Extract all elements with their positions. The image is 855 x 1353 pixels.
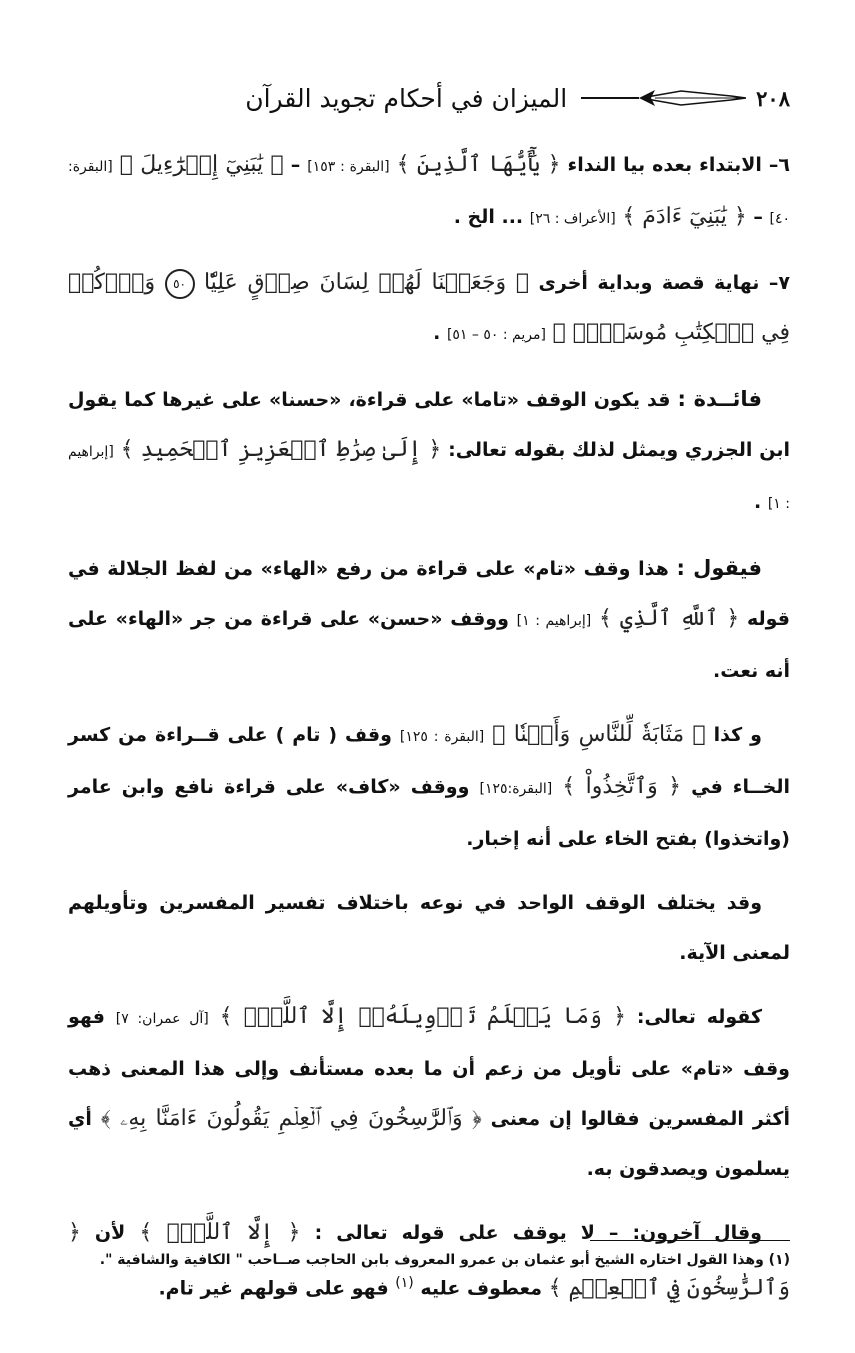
ayah-number-marker: ٥٠ [165,269,195,299]
footnote: (١) وهذا القول اختاره الشيخ أبو عثمان بن عمرو المعروف بابن الحاجب صــاحب " الكافية والشافية ". [99,1252,790,1268]
page-body [68,140,790,1327]
arrow-ornament-icon [581,87,746,109]
footnote-divider [590,1240,790,1241]
quran-verse: ﴿ يَٰبَنِيٓ ءَادَمَ ﴾ [622,204,747,229]
paragraph-difference [68,878,790,978]
quran-verse: ﴿ إِلَىٰ صِرَٰطِ ٱلۡعَزِيزِ ٱلۡحَمِيدِ ﴾ [120,437,442,462]
page-number: ٢٠٨ [756,85,790,111]
others-text-2: لأن [94,1222,126,1244]
others-text: وقال آخرون: – لا يوقف على قوله تعالى : [314,1222,762,1244]
verse-reference: [الأعراف : ٢٦] [529,211,616,227]
quran-verse: ﴿ وَمَا يَعۡلَمُ تَأۡوِيلَهُۥٓ إِلَّا ٱللَّهُۗ ﴾ [219,1004,627,1029]
quran-verse: ﴿ يَٰبَنِيٓ إِسۡرَٰٓءِيلَ ﴾ [119,152,284,177]
quran-verse: ﴿ إِلَّا ٱللَّهُۗ ﴾ [139,1220,301,1245]
quran-verse: ﴿ وَجَعَلۡنَا لَهُمۡ لِسَانَ صِدۡقٍ عَلِيّٗا [203,270,530,295]
others-text-3: معطوف عليه [420,1277,542,1300]
separator: – [753,206,763,228]
he-says-label: فيقول : [676,556,762,580]
difference-text: وقد يختلف الوقف الواحد في نوعه باختلاف تفسير المفسرين وتأويلهم لمعنى الآية. [68,892,790,964]
paragraph-tail: ... الخ . [453,206,524,228]
paragraph-tail: . [753,491,762,513]
running-title: الميزان في أحكام تجويد القرآن [245,83,568,113]
quran-verse: ﴿ يَٰٓأَيُّهَا ٱلَّذِينَ ﴾ [396,152,561,177]
verse-reference: [البقرة : ١٢٥] [399,729,485,745]
paragraph-benefit [68,374,790,529]
verse-reference: [إبراهيم : ١] [516,613,592,629]
example-text-3: أي يسلمون ويصدقون به. [68,1108,790,1180]
he-says-text-2: ووقف «حسن» على قراءة من جر «الهاء» على أنه نعت. [68,608,790,682]
verse-reference: [البقرة: ٤٠] [68,159,790,227]
paragraph-he-says [68,543,790,696]
separator: – [290,154,301,176]
verse-reference: [إبراهيم : ١] [68,444,790,512]
quran-verse: وَٱذۡكُرۡ فِي ٱلۡكِتَٰبِ مُوسَىٰٓۚ ﴾ [68,270,790,345]
footnote-marker: (١) [395,1275,414,1291]
paragraph-story-end [68,258,790,360]
benefit-text: قد يكون الوقف «تاما» على قراءة، «حسنا» على غيرها كما يقول ابن الجزري ويمثل لذلك بقوله تعالى: [68,389,790,461]
likewise-text: و كذا [713,724,762,746]
quran-verse: ﴿ مَثَابَةٗ لِّلنَّاسِ وَأَمۡنٗا ﴾ [492,722,706,747]
quran-verse: ﴿ ٱللَّهِ ٱلَّذِي ﴾ [598,606,740,631]
example-text: كقوله تعالى: [636,1006,763,1028]
paragraph-tail: . [433,322,441,344]
likewise-text-2: وقف ( تام ) على قــراءة من كسر الخــاء في [68,724,790,798]
others-text-4: فهو على قولهم غير تام. [158,1277,389,1300]
likewise-text-3: ووقف «كاف» على قراءة نافع وابن عامر (واتخذوا) بفتح الخاء على أنه إخبار. [68,776,790,850]
quran-verse: ﴿ وَٱتَّخِذُواْ ﴾ [562,774,682,799]
verse-reference: [البقرة : ١٥٣] [307,159,390,175]
point-7-lead: ٧– نهاية قصة وبداية أخرى [538,272,790,294]
he-says-text: هذا وقف «تام» على قراءة من رفع «الهاء» من لفظ الجلالة في قوله [68,558,790,630]
verse-reference: [البقرة:١٢٥] [479,781,553,797]
paragraph-vocative [68,140,790,244]
point-6-lead: ٦– الابتداء بعده بيا النداء [567,154,791,176]
running-header [110,78,790,118]
quran-verse: ﴿ وَٱلرَّٰسِخُونَ فِي ٱلۡعِلۡمِ ﴾ [68,1220,790,1301]
paragraph-example [68,992,790,1194]
paragraph-likewise [68,710,790,864]
quran-verse: ﴿ وَٱلرَّٰسِخُونَ فِي ٱلۡعِلۡمِ يَقُولُونَ ءَامَنَّا بِهِۦ ﴾ [100,1106,482,1131]
benefit-label: فائــدة : [677,387,762,411]
verse-reference: [مريم : ٥٠ – ٥١] [446,327,546,343]
verse-reference: [آل عمران: ٧] [115,1011,209,1027]
example-text-2: فهو وقف «تام» على تأويل من زعم أن ما بعده مستأنف وإلى هذا المعنى ذهب أكثر المفسرين فقالوا إن معنى [68,1006,790,1130]
